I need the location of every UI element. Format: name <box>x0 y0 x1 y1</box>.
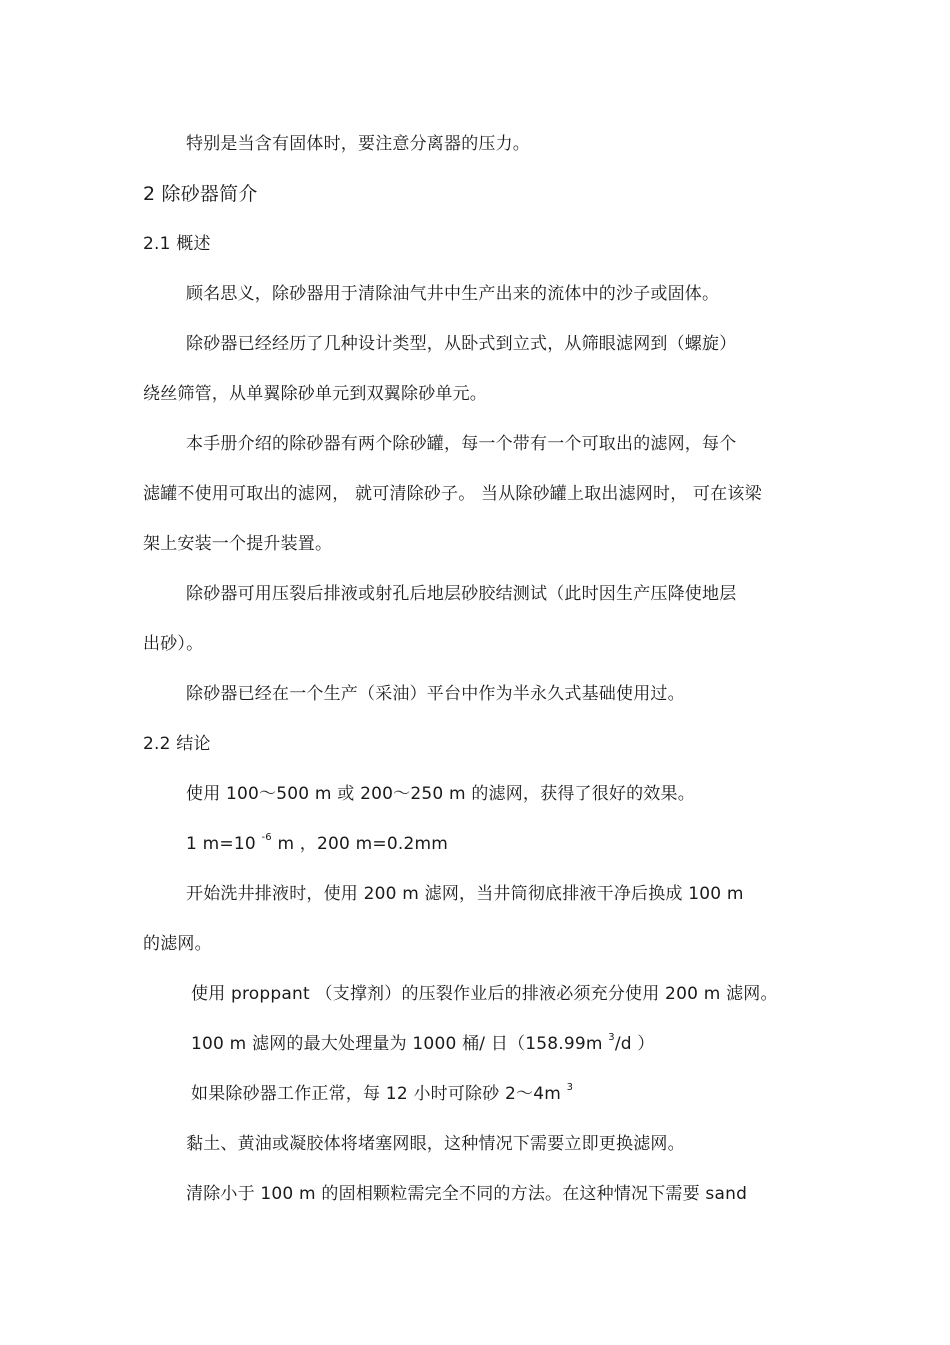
paragraph-line: 滤罐不使用可取出的滤网， 就可清除砂子。 当从除砂罐上取出滤网时， 可在该梁 <box>143 484 762 504</box>
paragraph-line: 除砂器可用压裂后排液或射孔后地层砂胶结测试（此时因生产压降使地层 <box>186 584 737 604</box>
paragraph-line <box>191 1033 655 1055</box>
exponent: 3 <box>608 1032 615 1044</box>
exponent: -6 <box>261 832 272 844</box>
section-heading: 2 除砂器简介 <box>143 183 258 205</box>
paragraph-line: 的滤网。 <box>143 934 212 954</box>
paragraph-line: 架上安装一个提升装置。 <box>143 534 333 554</box>
capacity-text-b: /d ） <box>614 1034 655 1054</box>
paragraph-line: 开始洗井排液时，使用 200 m 滤网，当井筒彻底排液干净后换成 100 m <box>186 884 744 904</box>
paragraph-line: 除砂器已经经历了几种设计类型，从卧式到立式，从筛眼滤网到（螺旋） <box>186 334 737 354</box>
paragraph-line <box>191 1083 573 1105</box>
sand-removal-text: 如果除砂器工作正常，每 12 小时可除砂 2～4m <box>191 1084 567 1104</box>
paragraph-line: 清除小于 100 m 的固相颗粒需完全不同的方法。在这种情况下需要 sand <box>186 1184 748 1204</box>
paragraph-line: 使用 proppant （支撑剂）的压裂作业后的排液必须充分使用 200 m 滤网。 <box>191 984 778 1004</box>
formula-line <box>186 833 448 855</box>
paragraph-line: 绕丝筛管，从单翼除砂单元到双翼除砂单元。 <box>143 384 487 404</box>
formula-text-a: 1 m=10 <box>186 834 262 854</box>
subsection-heading: 2.1 概述 <box>143 234 211 254</box>
paragraph-line: 本手册介绍的除砂器有两个除砂罐，每一个带有一个可取出的滤网，每个 <box>186 434 737 454</box>
formula-text-b: m ，200 m=0.2mm <box>271 834 449 854</box>
paragraph-line: 特别是当含有固体时，要注意分离器的压力。 <box>186 134 530 154</box>
paragraph-line: 出砂）。 <box>143 634 204 654</box>
paragraph-line: 使用 100～500 m 或 200～250 m 的滤网，获得了很好的效果。 <box>186 784 695 804</box>
paragraph-line: 除砂器已经在一个生产（采油）平台中作为半永久式基础使用过。 <box>186 684 685 704</box>
exponent: 3 <box>566 1082 574 1094</box>
subsection-heading: 2.2 结论 <box>143 734 211 754</box>
paragraph-line: 顾名思义，除砂器用于清除油气井中生产出来的流体中的沙子或固体。 <box>186 284 720 304</box>
paragraph-line: 黏土、黄油或凝胶体将堵塞网眼，这种情况下需要立即更换滤网。 <box>186 1134 685 1154</box>
capacity-text-a: 100 m 滤网的最大处理量为 1000 桶/ 日（158.99m <box>191 1034 609 1054</box>
